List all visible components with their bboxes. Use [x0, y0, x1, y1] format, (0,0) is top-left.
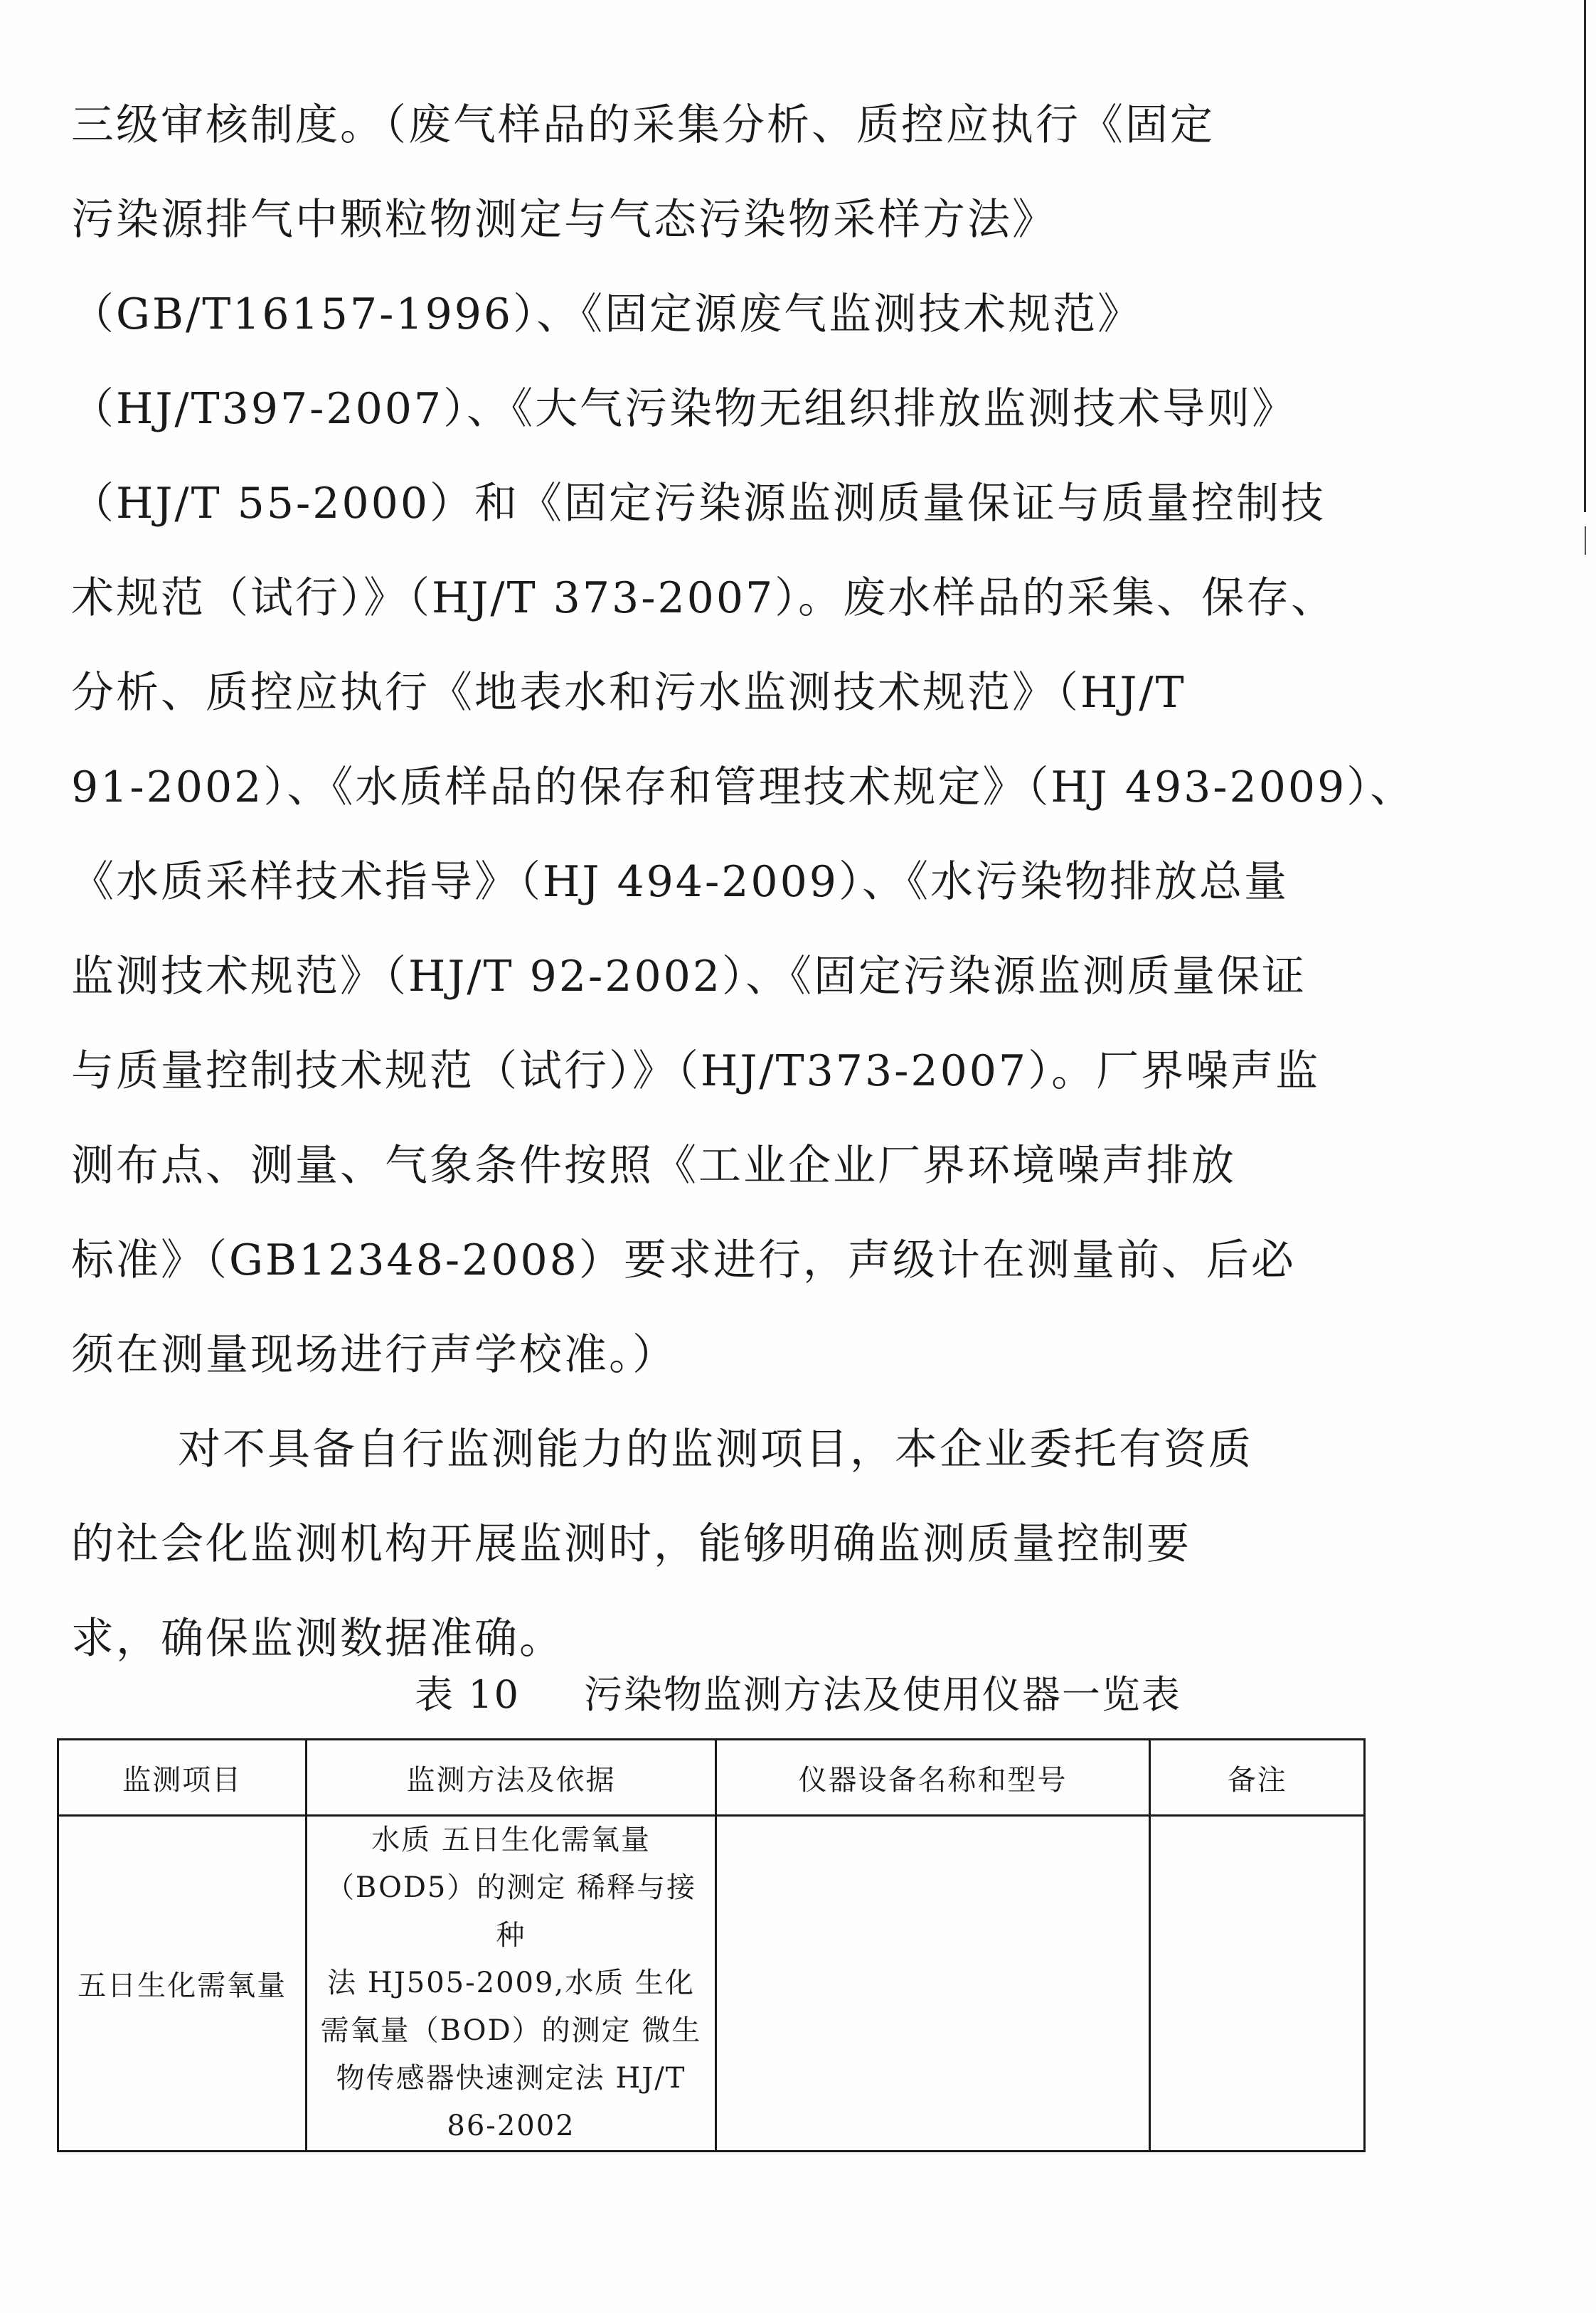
cell-method-basis	[307, 1816, 715, 2152]
text-line: 分析、质控应执行《地表水和污水监测技术规范》（HJ/T	[71, 668, 1186, 718]
text-line: 91-2002）、《水质样品的保存和管理技术规定》（HJ 493-2009）、	[71, 762, 1415, 812]
header-remark: 备注	[1150, 1740, 1365, 1816]
text-line: 与质量控制技术规范（试行）》（HJ/T373-2007）。厂界噪声监	[71, 1046, 1321, 1096]
header-monitoring-item: 监测项目	[58, 1740, 307, 1816]
body-text	[71, 78, 1415, 1686]
header-instrument: 仪器设备名称和型号	[715, 1740, 1150, 1816]
text-line: 须在测量现场进行声学校准。）	[71, 1330, 677, 1380]
method-line: 物传感器快速测定法 HJ/T	[336, 2062, 686, 2095]
text-line: 污染源排气中颗粒物测定与气态污染物采样方法》	[71, 195, 1057, 245]
text-line: 测布点、测量、气象条件按照《工业企业厂界环境噪声排放	[71, 1141, 1236, 1191]
paragraph-outsourced-monitoring	[71, 1403, 1323, 1686]
text-line: 标准》（GB12348-2008）要求进行，声级计在测量前、后必	[71, 1235, 1296, 1285]
cell-remark	[1150, 1816, 1365, 2152]
scan-border-mark-small	[1585, 526, 1586, 555]
text-line: 求，确保监测数据准确。	[71, 1614, 564, 1664]
table-row	[58, 1816, 1365, 2152]
method-line: 水质 五日生化需氧量	[371, 1824, 651, 1856]
method-line: 需氧量（BOD）的测定 微生	[320, 2014, 702, 2047]
text-line: 三级审核制度。（废气样品的采集分析、质控应执行《固定	[71, 100, 1215, 150]
text-line: 的社会化监测机构开展监测时，能够明确监测质量控制要	[71, 1519, 1191, 1569]
scan-border-mark	[1584, 0, 1586, 512]
text-line: （HJ/T 55-2000）和《固定污染源监测质量保证与质量控制技	[71, 479, 1326, 528]
method-line: 86-2002	[447, 2110, 575, 2142]
text-line: 监测技术规范》（HJ/T 92-2002）、《固定污染源监测质量保证	[71, 952, 1307, 1001]
text-line: 对不具备自行监测能力的监测项目，本企业委托有资质	[178, 1425, 1253, 1474]
table-title: 污染物监测方法及使用仪器一览表	[583, 1672, 1181, 1717]
header-method-basis: 监测方法及依据	[307, 1740, 715, 1816]
method-line: 法 HJ505-2009,水质 生化	[327, 1967, 695, 1999]
paragraph-quality-control	[71, 78, 1415, 1403]
cell-monitoring-item: 五日生化需氧量	[58, 1816, 307, 2152]
text-line: （HJ/T397-2007）、《大气污染物无组织排放监测技术导则》	[71, 384, 1297, 434]
text-line: （GB/T16157-1996）、《固定源废气监测技术规范》	[71, 289, 1143, 339]
table-header-row	[58, 1740, 1365, 1816]
monitoring-methods-table	[57, 1738, 1366, 2152]
text-line: 《水质采样技术指导》（HJ 494-2009）、《水污染物排放总量	[71, 857, 1289, 907]
table-caption	[0, 1664, 1596, 1719]
text-line: 术规范（试行）》（HJ/T 373-2007）。废水样品的采集、保存、	[71, 573, 1336, 623]
cell-instrument	[715, 1816, 1150, 2152]
table-number: 表 10	[415, 1672, 520, 1717]
method-line: （BOD5）的测定 稀释与接种	[325, 1871, 697, 1952]
